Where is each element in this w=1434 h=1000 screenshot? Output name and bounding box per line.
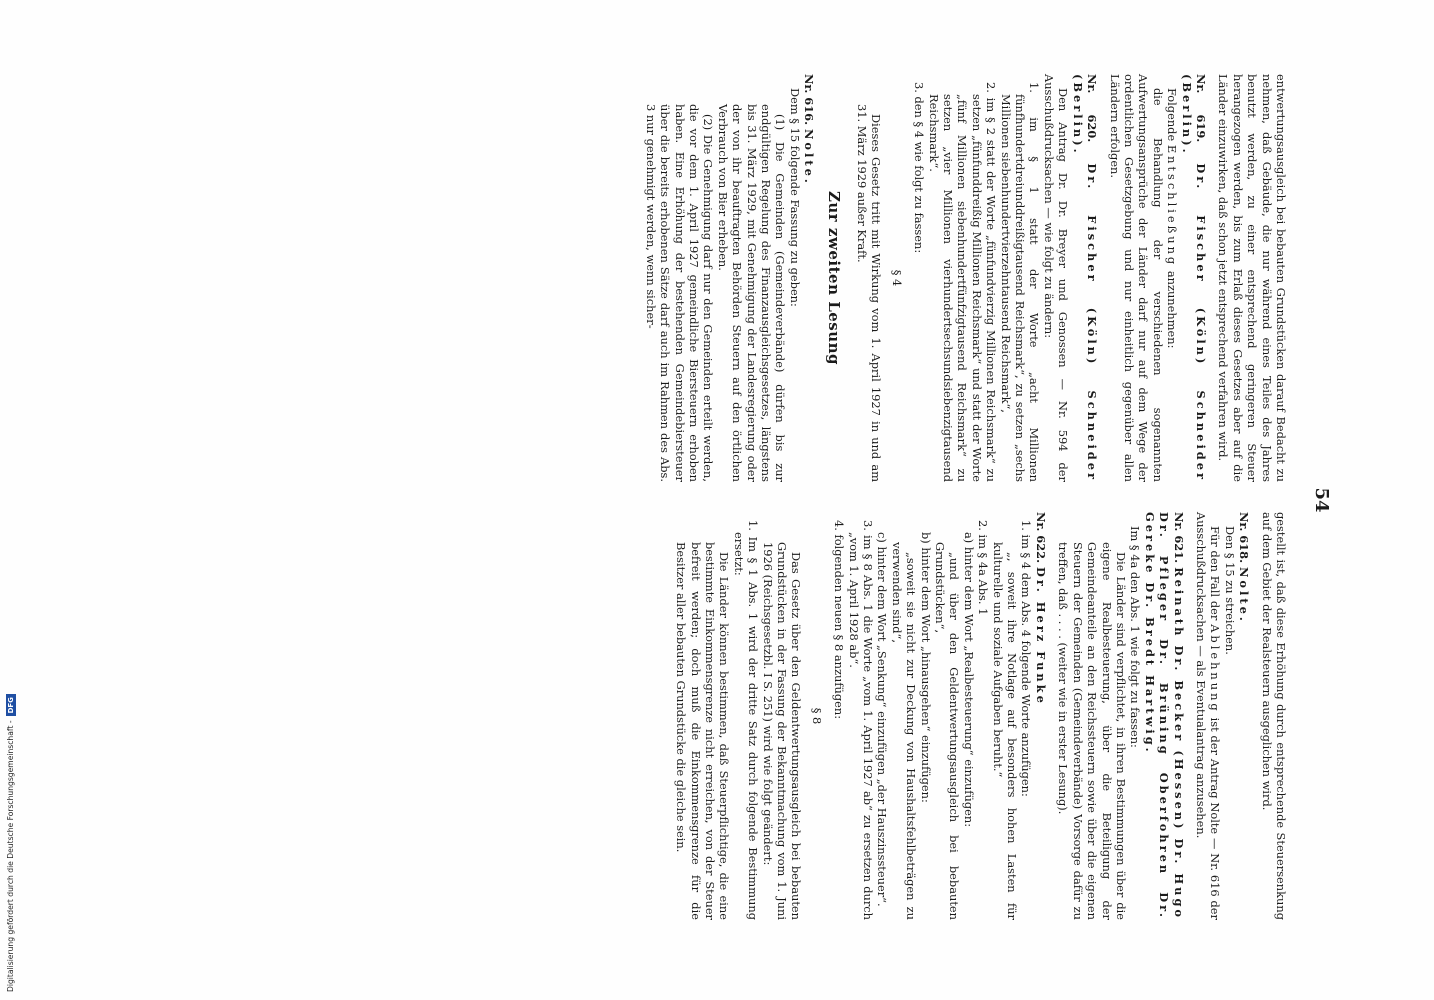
motion-618-header (1237, 512, 1251, 920)
right-column (674, 512, 1288, 920)
page-number: 54 (1311, 487, 1332, 513)
list-item: 2. im § 4a Abs. 1 (976, 520, 991, 616)
law-text: Das Gesetz über den Geldentwertungsausgleich bei bebauten Grundstücken in der Fassung der Bekanntmachung vom 1. Juni 1926 (Reichsgesetzbl. I S. 251) wird wie folgt geändert: (760, 542, 804, 920)
paragraph: gestellt ist, daß diese Erhöhung durch entsprechende Steuersenkung auf dem Gebiet der Realsteuern ausgeglichen wird. (1259, 512, 1288, 920)
motion-621-intro: Im § 4a den Abs. 1 wie folgt zu fassen: (1128, 526, 1143, 748)
dfg-logo: DFG (6, 694, 16, 716)
motion-number: Nr. 620. (1085, 74, 1100, 143)
sub-item: a) hinter dem Wort „Realbesteuerung“ einzufügen: (961, 532, 976, 828)
motion-620-text: Den Antrag Dr. Dr. Breyer und Genossen — Nr. 594 der Ausschußdrucksachen — wie folgt zu ändern: (1041, 74, 1071, 482)
section-sign: § 4 (889, 269, 904, 287)
motion-signers: Dr. Fischer (Köln) Schneider (Berlin). (1070, 74, 1100, 482)
law-text: Dieses Gesetz tritt mit Wirkung vom 1. April 1927 in und am 31. März 1929 außer Kraft. (855, 104, 884, 482)
credit-text: Digitalisierung gefördert durch die Deutsche Forschungsgemeinschaft - (6, 720, 15, 992)
list-item: 1. Im § 1 Abs. 1 wird der dritte Satz durch folgende Bestimmung ersetzt: (731, 520, 761, 920)
motion-number: Nr. 619. (1193, 74, 1208, 143)
law-text: (2) Die Genehmigung darf nur den Gemeinden erteilt werden, die vor dem 1. April 1927 gemeindliche Biersteuern erhoben haben. Eine Erhöhung der bestehenden Gemeindebiersteuer über die bereits erhobenen Sätze darf auch im Rahmen des Abs. 3 nur genehmigt werden, wenn sicher- (643, 104, 716, 482)
quoted-text: „und über den Geldentwertungsausgleich bei bebauten Grundstücken“, (933, 542, 962, 920)
section-heading: Zur zweiten Lesung (824, 190, 843, 366)
list-item: 3. im § 8 Abs. 1 die Worte „vom 1. April 1927 ab“ zu ersetzen durch „vom 1. April 1928 ab“. (846, 520, 876, 920)
sub-item: c) hinter dem Wort „Senkung“ einzufügen „der Hauszinssteuer“. (875, 532, 890, 907)
motion-number: Nr. 618. (1237, 512, 1252, 564)
motion-621-header (1142, 512, 1185, 920)
motion-618-text: Den § 15 zu streichen. (1222, 526, 1237, 655)
motion-signers: Reinath Dr. Becker (Hessen) Dr. Hugo Dr. Pfleger Dr. Brüning Oberfohren Dr. Gereke Dr. Bredt Hartwig. (1142, 512, 1186, 921)
motion-619-text: die Behandlung der verschiedenen sogenannten Aufwertungsansprüche der Länder darf nur auf dem Wege der ordentlichen Gesetzgebung und nur einheitlich gegenüber allen Ländern erfolgen. (1107, 74, 1165, 482)
list-item: 4. folgenden neuen § 8 anzufügen: (832, 520, 847, 720)
left-column (643, 74, 1288, 482)
motion-616-intro: Dem § 15 folgende Fassung zu geben: (787, 88, 802, 307)
motion-number: Nr. 621. (1171, 512, 1186, 564)
list-item: 1. im § 1 statt der Worte „acht Millionen fünfhundertdreiunddreißigtausend Reichsmark“, zu setzen „sechs Millionen siebenhundertvierzehntausend Reichsmark“, (998, 82, 1042, 482)
motion-number: Nr. 622. (1033, 512, 1048, 564)
law-text: Die Länder sind verpflichtet, in ihren Bestimmungen über die eigene Realbesteuerung, über die Beteiligung der Gemeindeanteile an den Reichssteuern sowie über die eigenen Steuern der Gemeinden (Gemeindeverbände) Vorsorge dafür zu treffen, daß . . . . (weiter wie in erster Lesung). (1056, 542, 1128, 920)
motion-number: Nr. 616. (802, 74, 817, 126)
motion-signers: Nolte. (1237, 567, 1252, 624)
digitization-credit (6, 612, 16, 992)
list-item: 3. den § 4 wie folgt zu fassen: (912, 82, 927, 254)
motion-620-header (1070, 74, 1099, 482)
sub-item: b) hinter dem Wort „hinausgehen“ einzufügen: (918, 532, 933, 803)
law-text: Die Länder können bestimmen, daß Steuerpflichtige, die eine bestimmte Einkommensgrenze nicht erreichen, von der Steuer befreit werden; doch muß die Einkommensgrenze für die Besitzer aller bebauten Grundstücke die gleiche sein. (674, 542, 732, 920)
motion-622-header (1034, 512, 1048, 920)
motion-618-text: Für den Fall der Ablehnung ist der Antrag Nolte — Nr. 616 der Ausschußdrucksachen — als Eventualantrag anzusehen. (1193, 512, 1223, 920)
motion-signers: Dr. Fischer (Köln) Schneider (Berlin). (1179, 74, 1208, 482)
quoted-text: „soweit sie nicht zur Deckung von Haushaltsfehlbeträgen zu verwenden sind“, (889, 542, 919, 920)
motion-619-intro: Folgende Entschließung anzunehmen: (1165, 88, 1180, 349)
paragraph: entwertungsausgleich bei bebauten Grundstücken darauf Bedacht zu nehmen, daß Gebäude, die nur während eines Teiles des Jahres benutzt werden, zu einer entsprechend geringeren Steuer herangezogen werden, bis zum Erlaß dieses Gesetzes aber auf die Länder einzuwirken, daß schon jetzt entsprechend verfahren wird. (1216, 74, 1288, 482)
quoted-text: „, soweit ihre Notlage auf besonders hohen Lasten für kulturelle und soziale Aufgaben beruht.“ (990, 542, 1020, 920)
motion-signers: Dr. Herz Funke (1033, 567, 1048, 706)
motion-619-header (1179, 74, 1208, 482)
list-item: 1. im § 4 dem Abs. 4 folgende Worte anzufügen: (1019, 520, 1034, 797)
section-sign: § 8 (809, 707, 824, 725)
motion-signers: Nolte. (802, 129, 817, 186)
list-item: 2. im § 2 statt der Worte „fünfundvierzig Millionen Reichsmark“ zu setzen „fünfunddreißig Millionen Reichsmark“ und statt der Worte „fünf Millionen siebenhundertfünfzigtausend Reichsmark“ zu setzen „vier Millionen vierhundertsechsundsiebenzigtausend Reichsmark“. (926, 82, 999, 482)
law-text: (1) Die Gemeinden (Gemeindeverbände) dürfen bis zur endgültigen Regelung des Finanzausgleichsgesetzes, längstens bis 31. März 1929, mit Genehmigung der Landesregierung oder der von ihr beauftragten Behörden Steuern auf den örtlichen Verbrauch von Bier erheben. (715, 104, 788, 482)
motion-616-header (802, 74, 816, 482)
